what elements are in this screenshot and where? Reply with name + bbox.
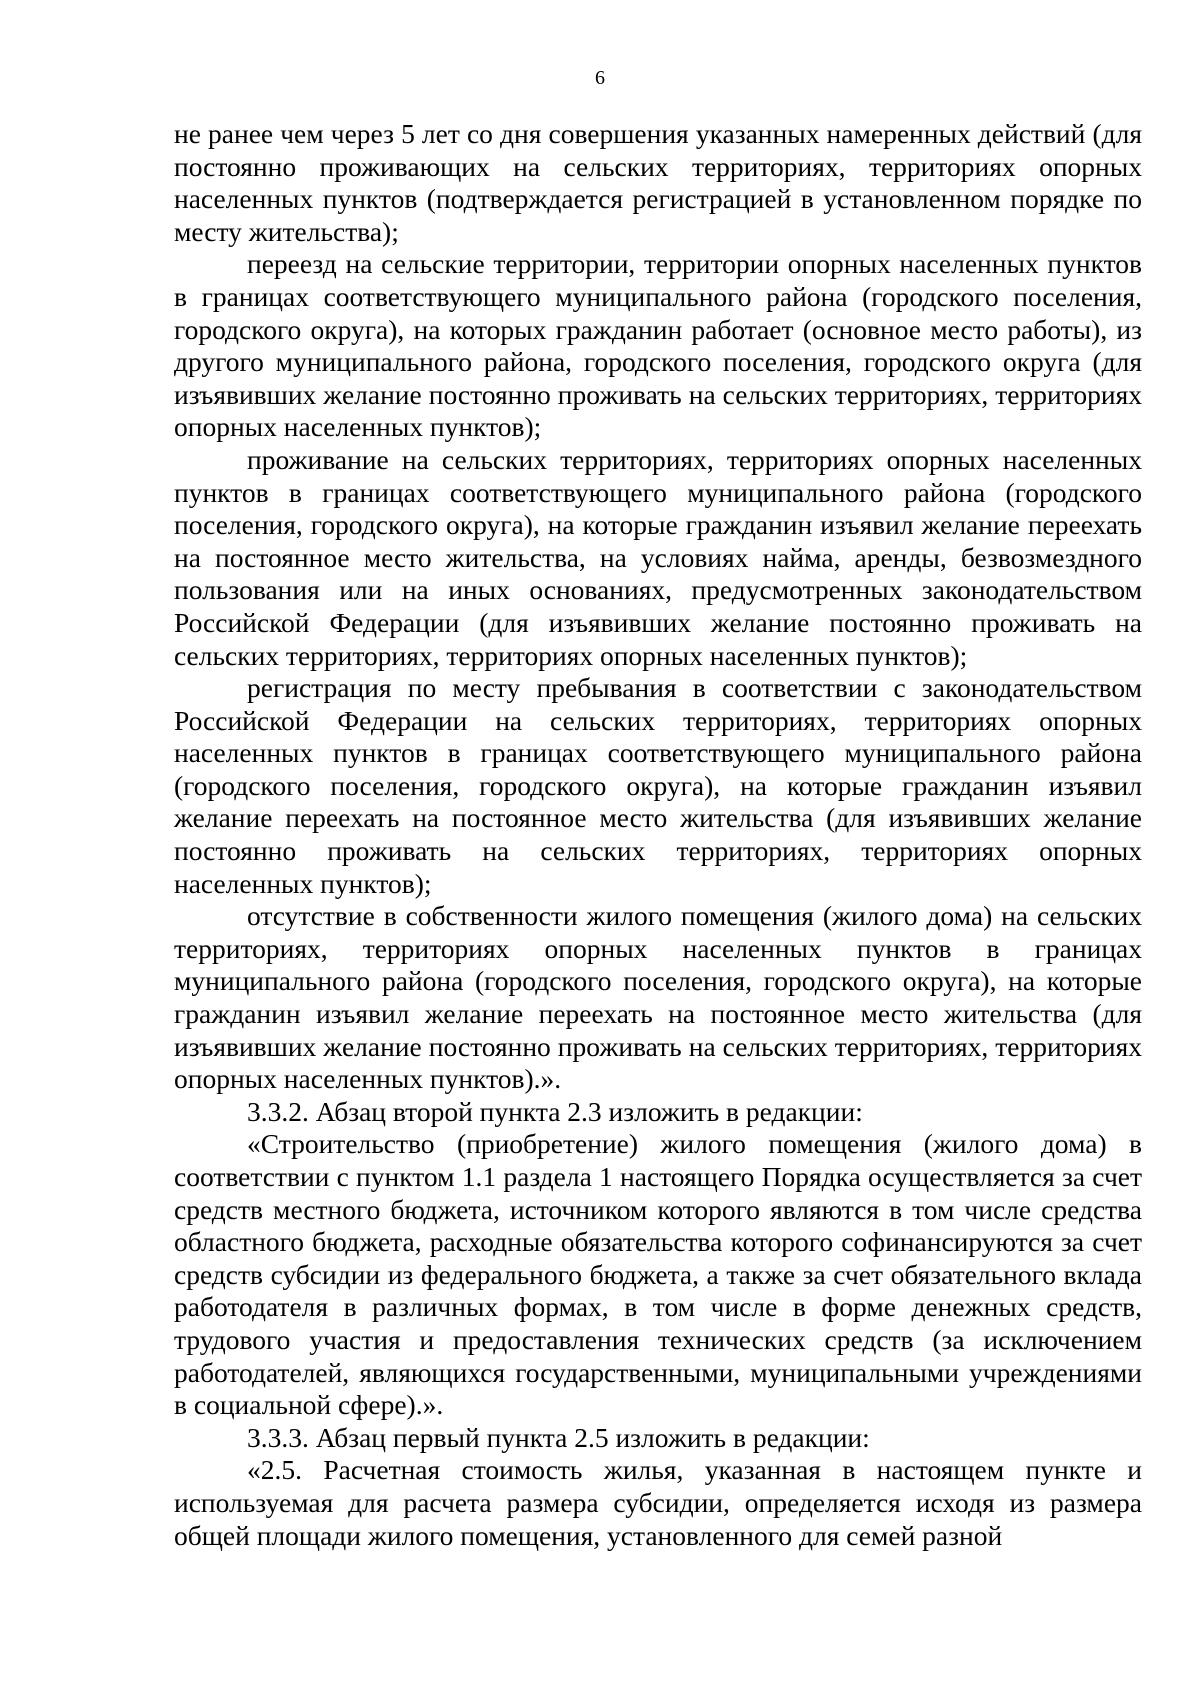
paragraph-relocation: переезд на сельские территории, территории опорных населенных пунктов в границах соответствующего муниципального района (городского поселения, городского округа), на которых гражданин работает (основное место работы), из другого муниципального района, городского поселения, городского округа (для изъявивших желание постоянно проживать на сельских территориях, территориях опорных населенных пунктов);: [174, 248, 1142, 443]
paragraph-amendment-3-3-2: 3.3.2. Абзац второй пункта 2.3 изложить в редакции:: [247, 1095, 863, 1127]
paragraph-registration: регистрация по месту пребывания в соответствии с законодательством Российской Федерации на сельских территориях, территориях опорных населенных пунктов в границах соответствующего муниципального района (городского поселения, городского округа), на которые гражданин изъявил желание переехать на постоянное место жительства (для изъявивших желание постоянно проживать на сельских территориях, территориях опорных населенных пунктов);: [174, 672, 1142, 899]
paragraph-residence: проживание на сельских территориях, территориях опорных населенных пунктов в границах соответствующего муниципального района (городского поселения, городского округа), на которые гражданин изъявил желание переехать на постоянное место жительства, на условиях найма, аренды, безвозмездного пользования или на иных основаниях, предусмотренных законодательством Российской Федерации (для изъявивших желание постоянно проживать на сельских территориях, территориях опорных населенных пунктов);: [174, 443, 1142, 671]
paragraph-no-ownership: отсутствие в собственности жилого помещения (жилого дома) на сельских территориях, территориях опорных населенных пунктов в границах муниципального района (городского поселения, городского округа), на которые гражданин изъявил желание переехать на постоянное место жительства (для изъявивших желание постоянно проживать на сельских территориях, территориях опорных населенных пунктов).».: [174, 900, 1142, 1095]
paragraph-amendment-3-3-3: 3.3.3. Абзац первый пункта 2.5 изложить в редакции:: [247, 1421, 870, 1453]
document-body: [174, 118, 1142, 1552]
paragraph-construction: «Строительство (приобретение) жилого помещения (жилого дома) в соответствии с пунктом 1.1 раздела 1 настоящего Порядка осуществляется за счет средств местного бюджета, источником которого являются в том числе средства областного бюджета, расходные обязательства которого софинансируются за счет средств субсидии из федерального бюджета, а также за счет обязательного вклада работодателя в различных формах, в том числе в форме денежных средств, трудового участия и предоставления технических средств (за исключением работодателей, являющихся государственными, муниципальными учреждениями в социальной сфере).».: [174, 1128, 1142, 1421]
paragraph-continuation: не ранее чем через 5 лет со дня совершения указанных намеренных действий (для постоянно проживающих на сельских территориях, территориях опорных населенных пунктов (подтверждается регистрацией в установленном порядке по месту жительства);: [174, 118, 1142, 247]
page-number: 6: [595, 67, 605, 89]
paragraph-estimated-cost: «2.5. Расчетная стоимость жилья, указанная в настоящем пункте и используемая для расчета размера субсидии, определяется исходя из размера общей площади жилого помещения, установленного для семей разной: [174, 1454, 1142, 1551]
